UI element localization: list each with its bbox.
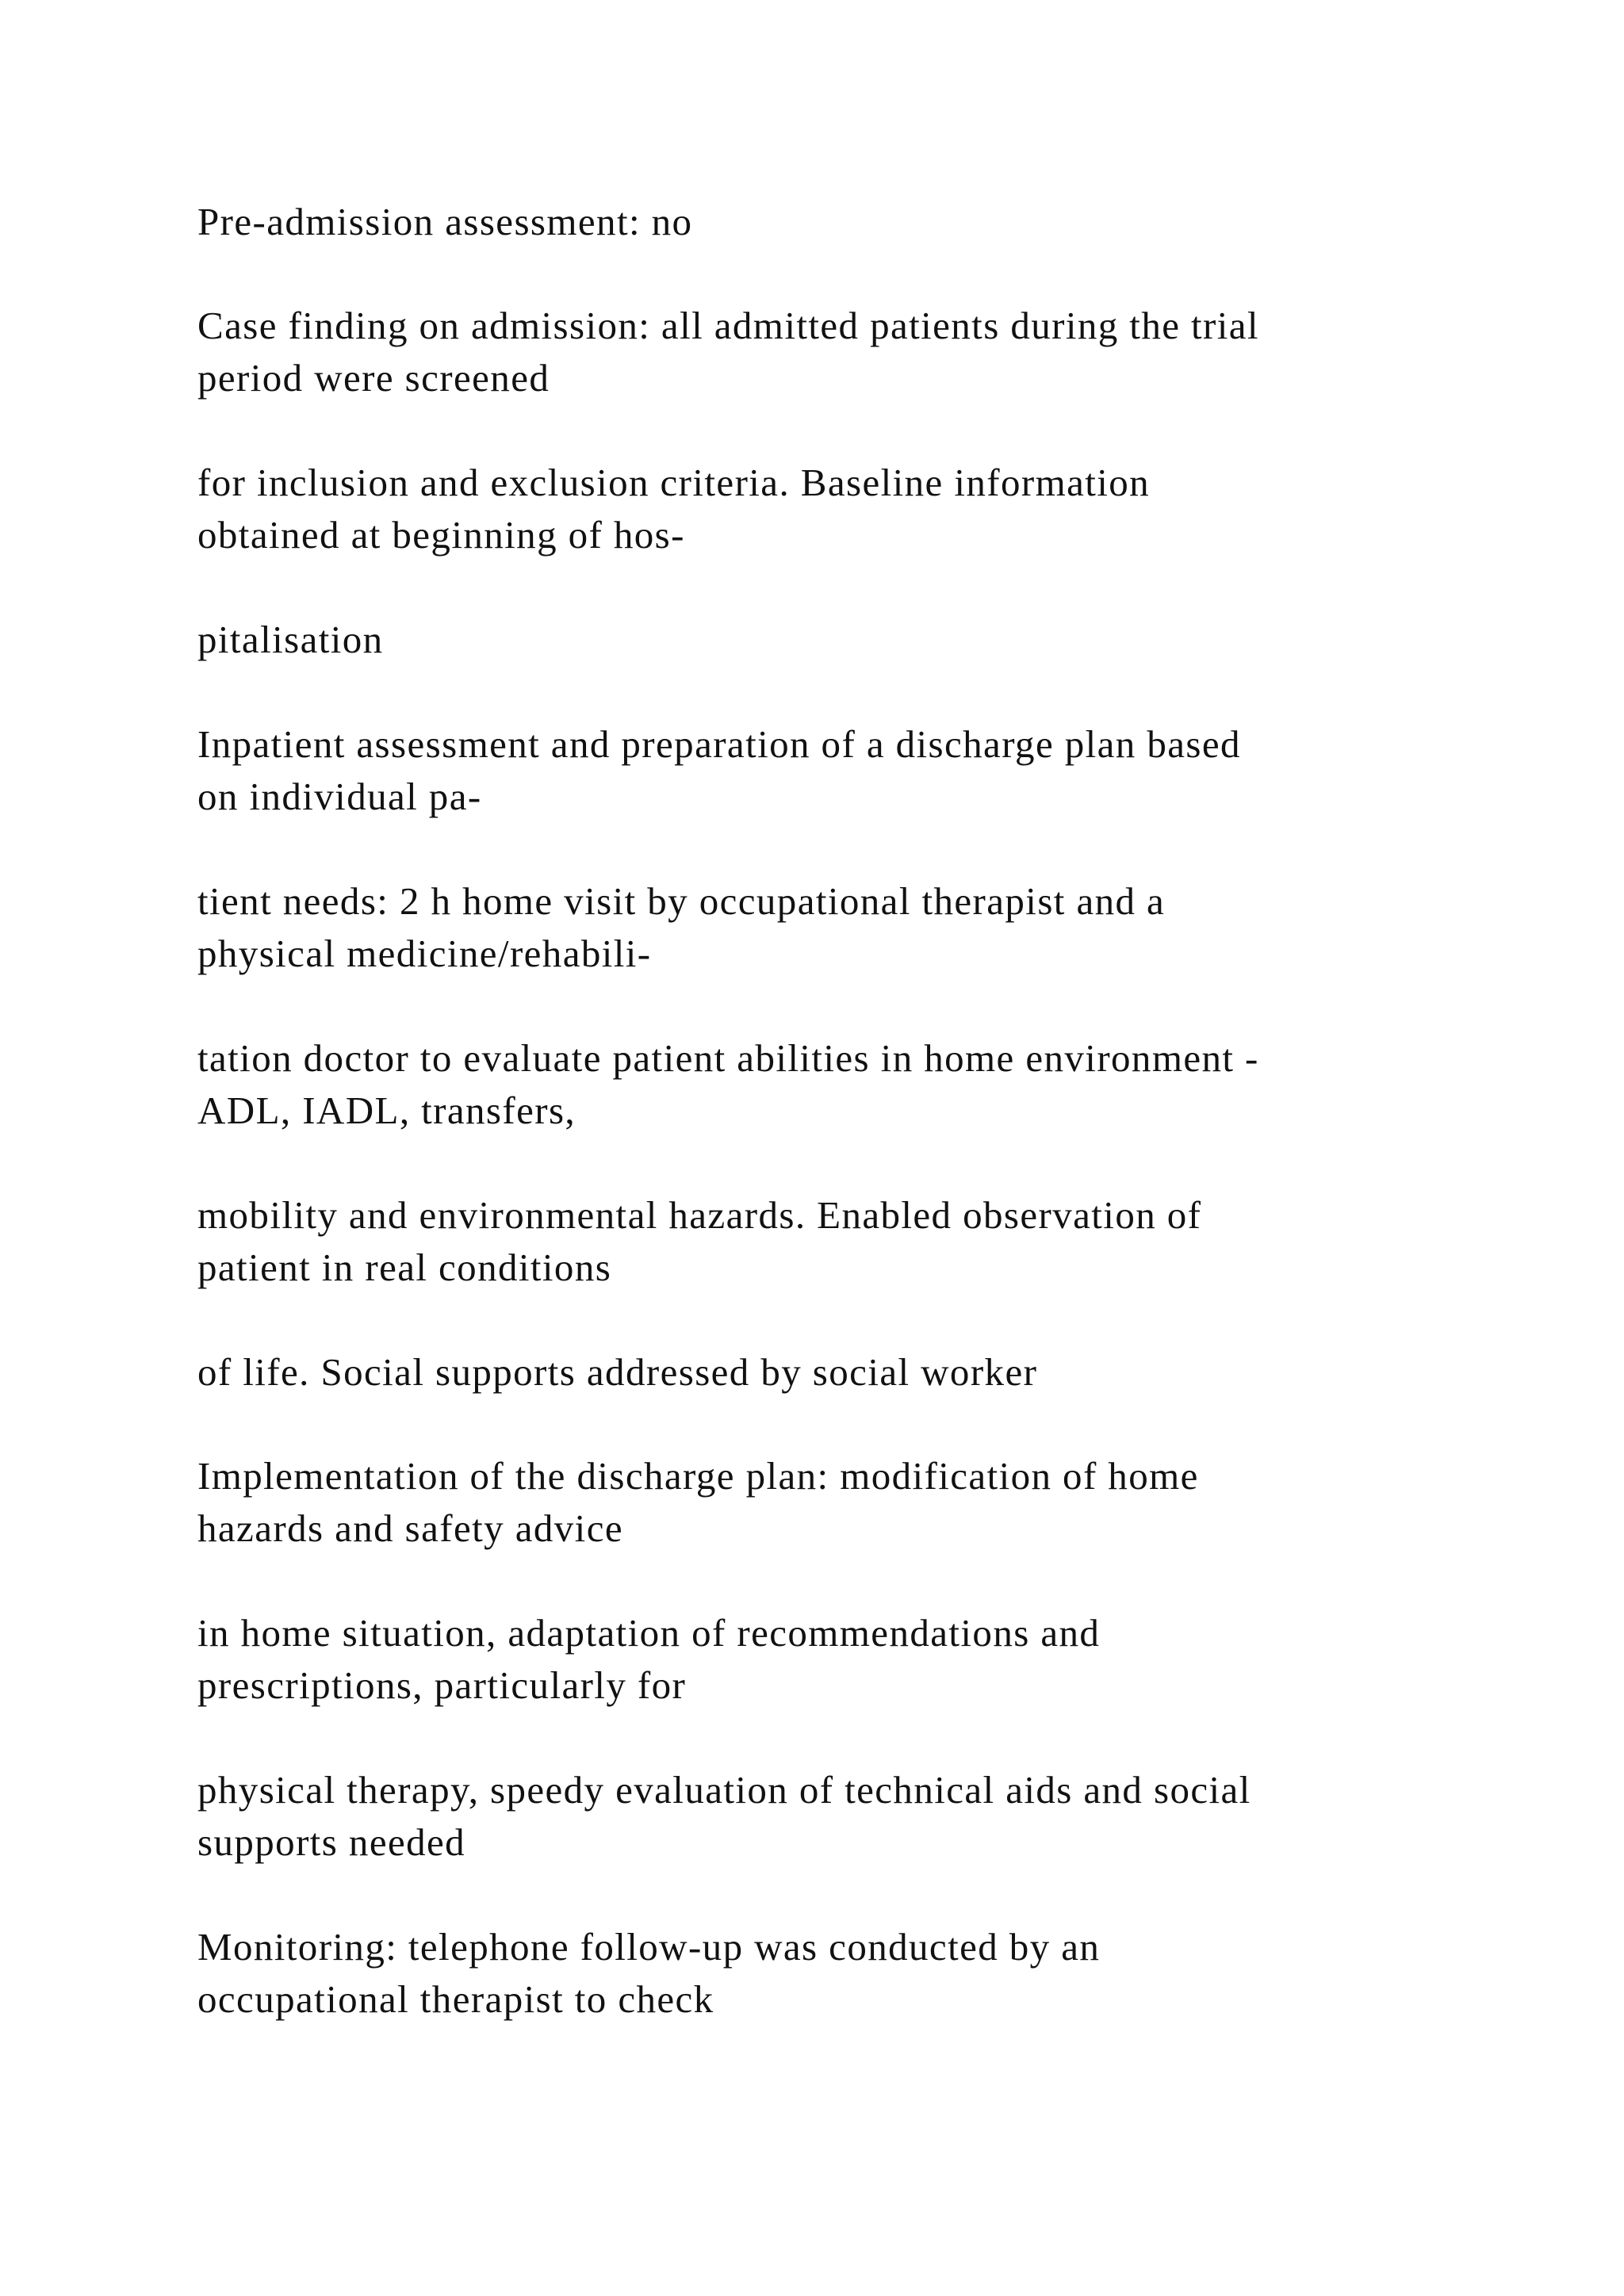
text-line: Case finding on admission: all admitted patients during the trial (197, 304, 1259, 347)
paragraph-patient-needs (197, 875, 1165, 980)
text-line: Inpatient assessment and preparation of a discharge plan based (197, 722, 1241, 766)
paragraph-pre-admission (197, 196, 692, 248)
text-line: ADL, IADL, transfers, (197, 1089, 576, 1132)
paragraph-physical-therapy (197, 1764, 1251, 1869)
text-line: physical medicine/rehabili- (197, 932, 652, 975)
text-line: of life. Social supports addressed by social worker (197, 1350, 1038, 1394)
text-line: hazards and safety advice (197, 1506, 623, 1550)
paragraph-inpatient-assessment (197, 718, 1241, 823)
paragraph-case-finding (197, 300, 1259, 404)
text-line: Monitoring: telephone follow-up was conducted by an (197, 1925, 1101, 1969)
paragraph-inclusion-criteria (197, 457, 1150, 561)
text-line: Pre-admission assessment: no (197, 200, 693, 243)
paragraph-social-supports (197, 1346, 1037, 1399)
text-line: period were screened (197, 356, 550, 400)
text-line: pitalisation (197, 618, 384, 661)
text-line: tient needs: 2 h home visit by occupational therapist and a (197, 879, 1166, 923)
text-line: prescriptions, particularly for (197, 1663, 687, 1707)
text-line: occupational therapist to check (197, 1977, 714, 2021)
paragraph-monitoring (197, 1921, 1100, 2026)
text-line: Implementation of the discharge plan: modification of home (197, 1454, 1199, 1498)
paragraph-mobility-hazards (197, 1189, 1201, 1294)
text-line: physical therapy, speedy evaluation of technical aids and social (197, 1768, 1251, 1812)
text-line: tation doctor to evaluate patient abilities in home environment - (197, 1036, 1259, 1080)
text-line: obtained at beginning of hos- (197, 513, 685, 557)
text-line: supports needed (197, 1820, 466, 1864)
text-line: in home situation, adaptation of recommendations and (197, 1611, 1101, 1655)
paragraph-home-situation (197, 1607, 1100, 1712)
text-line: mobility and environmental hazards. Enabled observation of (197, 1193, 1202, 1237)
paragraph-hospitalisation (197, 614, 384, 666)
text-line: patient in real conditions (197, 1246, 612, 1289)
paragraph-rehabilitation-doctor (197, 1032, 1259, 1137)
text-line: for inclusion and exclusion criteria. Baseline information (197, 461, 1151, 504)
text-line: on individual pa- (197, 775, 482, 818)
paragraph-implementation (197, 1450, 1199, 1555)
